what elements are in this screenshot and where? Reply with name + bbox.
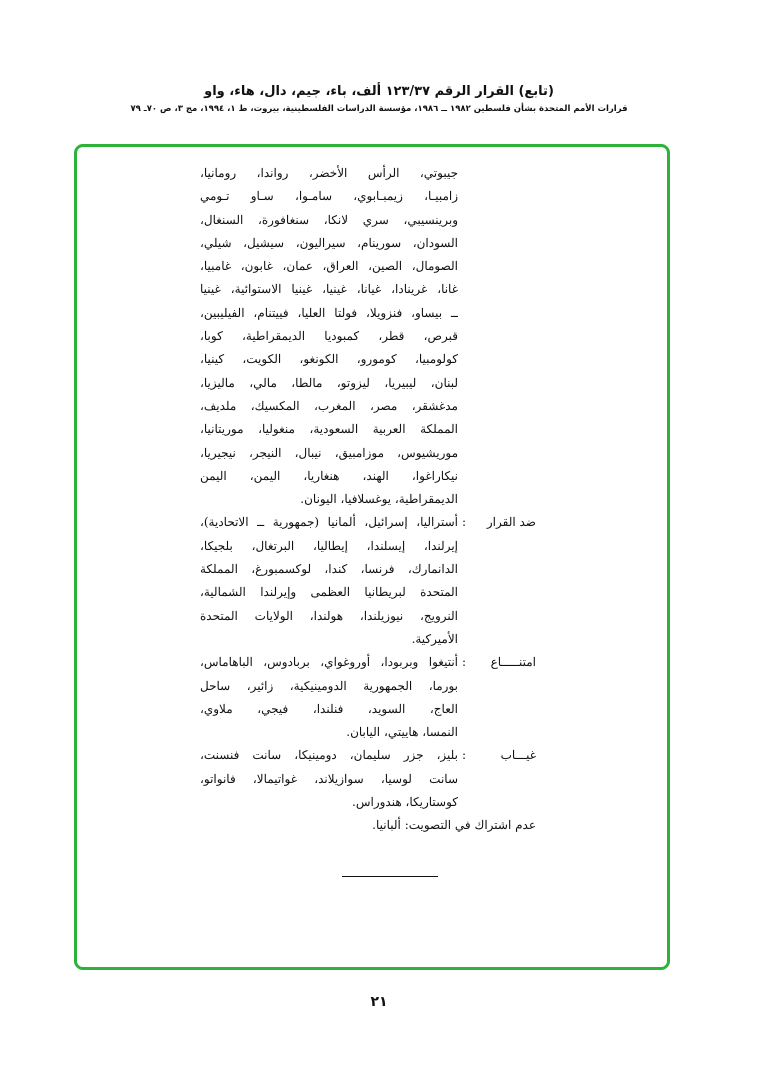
against-list — [200, 511, 458, 651]
against-label: ضد القرار — [486, 515, 536, 530]
list-line: الأميركية. — [411, 631, 458, 646]
abstaining-colon: : — [461, 655, 467, 670]
list-line: النمسا، هاييتي، اليابان. — [346, 725, 458, 740]
list-line: قبرص، قطر، كمبوديا الديمقراطية، كوبا، — [200, 329, 458, 344]
abstaining-section — [200, 651, 536, 744]
list-line: نيكاراغوا، الهند، هنغاريا، اليمن، اليمن — [200, 468, 458, 483]
list-line: أستراليا، إسرائيل، ألمانيا (جمهورية ــ الاتحادية)، — [200, 515, 458, 530]
header-title: (تابع) القرار الرقم ١٢٣/٣٧ ألف، باء، جيم، دال، هاء، واو — [204, 84, 554, 99]
list-line: سانت لوسيا، سوازيلاند، غواتيمالا، فانواتو، — [200, 771, 458, 786]
list-line: المتحدة لبريطانيا العظمى وإيرلندا الشمالية، — [200, 585, 458, 600]
against-section — [200, 511, 536, 651]
list-line: العاج، السويد، فنلندا، فيجي، ملاوي، — [200, 701, 458, 716]
vote-record — [200, 162, 536, 838]
list-line: كوستاريكا، هندوراس. — [352, 795, 458, 810]
against-colon: : — [461, 515, 467, 530]
not-voting-label: عدم اشتراك في التصويت: — [404, 818, 536, 833]
list-line: جيبوتي، الرأس الأخضر، رواندا، رومانيا، — [200, 166, 458, 180]
list-line: إيرلندا، إيسلندا، إيطاليا، البرتغال، بلجيكا، — [200, 538, 458, 553]
absent-section — [200, 744, 536, 814]
end-rule — [342, 876, 438, 877]
not-voting-row — [200, 814, 536, 837]
abstaining-list — [200, 651, 458, 744]
list-line: موريشيوس، موزامبيق، نيبال، النيجر، نيجيريا، — [200, 445, 458, 460]
page-number: ٢١ — [370, 994, 388, 1010]
list-line: ــ بيساو، فنزويلا، فولتا العليا، فييتنام، الفيليبين، — [200, 305, 458, 320]
absent-colon: : — [461, 748, 467, 763]
list-line: بورما، الجمهورية الدومينيكية، زائير، ساحل — [200, 678, 458, 693]
list-line: وبرينسيبي، سري لانكا، سنغافورة، السنغال، — [200, 212, 458, 227]
list-line: زامبيـا، زيمبـابوي، سامـوا، سـاو تـومي — [200, 189, 458, 204]
header-source: قرارات الأمم المتحدة بشأن فلسطين ١٩٨٢ ــ ١٩٨٦، مؤسسة الدراسات الفلسطينية، بيروت، ط ١، ١٩٩٤، مج ٣، ص ٧٠ـ ٧٩ — [130, 104, 628, 114]
list-line: غانا، غرينادا، غيانا، غينيا، غينيا الاستوائية، غينيا — [200, 282, 458, 297]
list-line: أنتيغوا وبربودا، أوروغواي، بربادوس، الباهاماس، — [200, 655, 458, 670]
list-line: الديمقراطية، يوغسلافيا، اليونان. — [300, 492, 458, 507]
list-line: مدغشقر، مصر، المغرب، المكسيك، ملديف، — [200, 398, 458, 413]
list-line: النرويج، نيوزيلندا، هولندا، الولايات المتحدة — [200, 608, 458, 623]
list-line: الدانمارك، فرنسا، كندا، لوكسمبورغ، المملكة — [200, 562, 458, 577]
list-line: لبنان، ليبيريا، ليزوتو، مالطا، مالي، ماليزيا، — [200, 375, 458, 390]
in-favour-continued — [200, 162, 536, 511]
list-line: كولومبيا، كومورو، الكونغو، الكويت، كينيا، — [200, 352, 458, 367]
not-voting-value: ألبانيا. — [372, 818, 401, 833]
list-line: بليز، جزر سليمان، دومينيكا، سانت فنسنت، — [200, 748, 458, 763]
list-line: المملكة العربية السعودية، منغوليا، موريتانيا، — [200, 422, 458, 437]
absent-list — [200, 744, 458, 814]
absent-label: غيـــاب — [500, 748, 536, 763]
list-line: الصومال، الصين، العراق، عمان، غابون، غامبيا، — [200, 259, 458, 274]
abstaining-label: امتنـــــاع — [490, 655, 536, 670]
list-line: السودان، سورينام، سيراليون، سيشيل، شيلي، — [200, 235, 458, 250]
